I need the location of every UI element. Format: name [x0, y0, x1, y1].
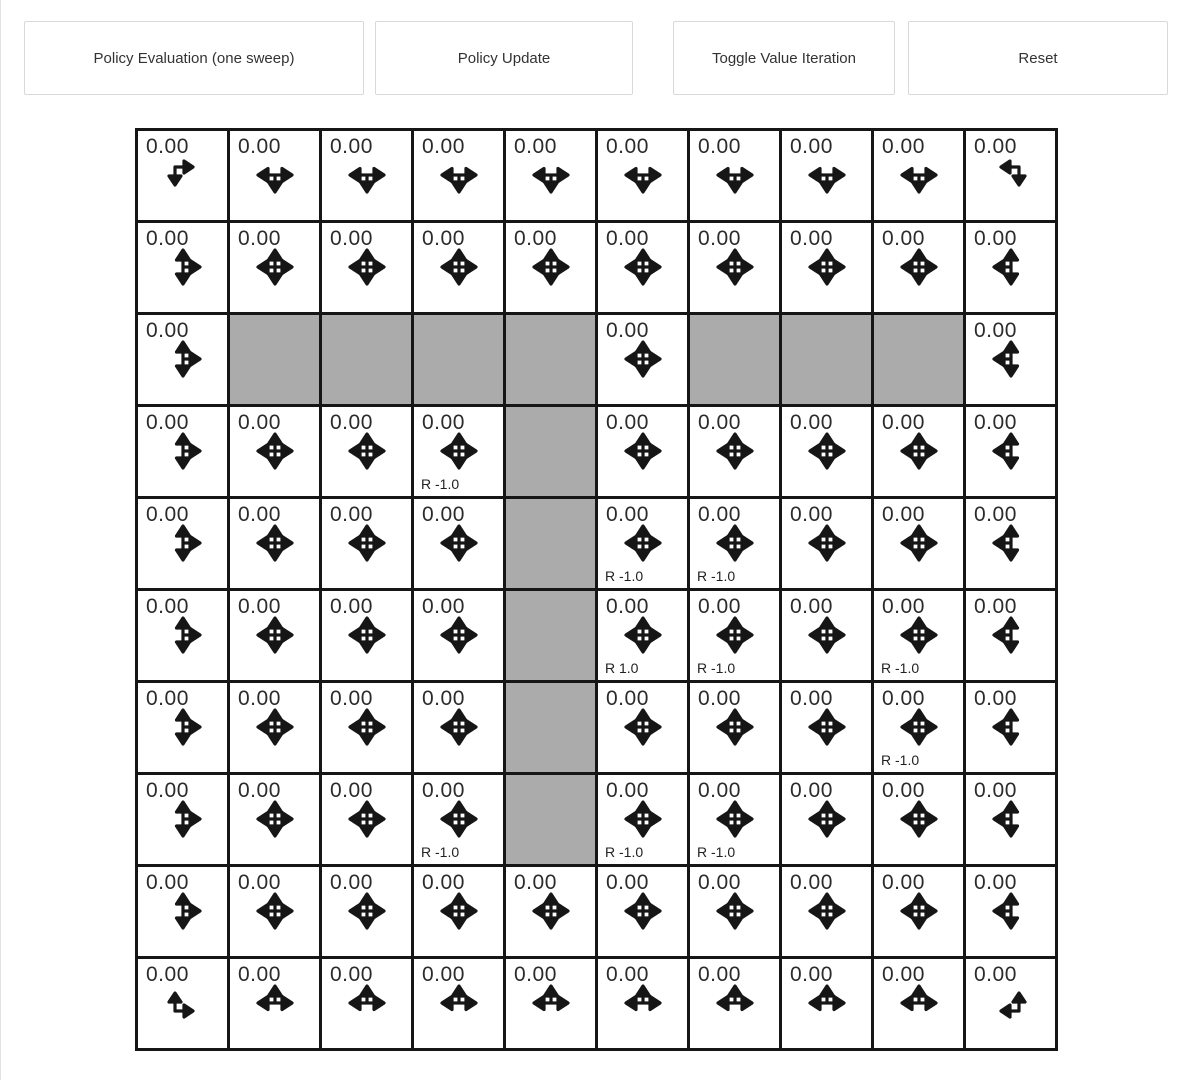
grid-cell	[230, 131, 319, 220]
policy-arrows-icon	[874, 800, 963, 838]
cell-value: 0.00	[974, 227, 1017, 250]
wall-cell	[690, 315, 779, 404]
grid-cell	[874, 407, 963, 496]
cell-value: 0.00	[238, 779, 281, 802]
grid-cell	[782, 683, 871, 772]
policy-arrows-icon	[230, 156, 319, 194]
wall-cell	[506, 683, 595, 772]
cell-value: 0.00	[882, 135, 925, 158]
policy-arrows-icon	[414, 892, 503, 930]
cell-value: 0.00	[238, 871, 281, 894]
policy-arrows-icon	[230, 892, 319, 930]
grid-cell	[138, 959, 227, 1048]
grid-cell	[138, 867, 227, 956]
policy-arrows-icon	[322, 432, 411, 470]
cell-value: 0.00	[698, 411, 741, 434]
cell-value: 0.00	[238, 135, 281, 158]
policy-arrows-icon	[230, 708, 319, 746]
cell-value: 0.00	[146, 595, 189, 618]
cell-reward-label: R -1.0	[421, 476, 460, 492]
grid-cell	[782, 591, 871, 680]
grid-cell	[690, 683, 779, 772]
grid-cell	[874, 591, 963, 680]
policy-update-button[interactable]: Policy Update	[375, 21, 633, 95]
grid-cell	[874, 131, 963, 220]
policy-arrows-icon	[782, 432, 871, 470]
policy-arrows-icon	[322, 616, 411, 654]
cell-value: 0.00	[330, 227, 373, 250]
cell-value: 0.00	[514, 963, 557, 986]
grid-cell	[230, 959, 319, 1048]
grid-cell	[138, 499, 227, 588]
policy-arrows-icon	[230, 616, 319, 654]
cell-value: 0.00	[698, 779, 741, 802]
wall-cell	[506, 315, 595, 404]
grid-cell	[230, 775, 319, 864]
cell-value: 0.00	[882, 687, 925, 710]
toggle-value-iteration-button[interactable]: Toggle Value Iteration	[673, 21, 895, 95]
grid-cell	[598, 407, 687, 496]
policy-arrows-icon	[690, 524, 779, 562]
policy-arrows-icon	[138, 432, 227, 470]
grid-cell	[598, 499, 687, 588]
policy-arrows-icon	[138, 524, 227, 562]
cell-value: 0.00	[422, 411, 465, 434]
cell-value: 0.00	[606, 503, 649, 526]
cell-value: 0.00	[698, 135, 741, 158]
policy-arrows-icon	[690, 984, 779, 1022]
cell-value: 0.00	[146, 779, 189, 802]
cell-value: 0.00	[790, 135, 833, 158]
policy-arrows-icon	[966, 524, 1055, 562]
policy-arrows-icon	[782, 800, 871, 838]
policy-arrows-icon	[690, 432, 779, 470]
cell-value: 0.00	[422, 963, 465, 986]
grid-cell	[782, 499, 871, 588]
cell-reward-label: R -1.0	[605, 844, 644, 860]
grid-cell	[598, 959, 687, 1048]
grid-cell	[966, 683, 1055, 772]
grid-cell	[506, 223, 595, 312]
grid-cell	[230, 223, 319, 312]
cell-value: 0.00	[238, 595, 281, 618]
policy-arrows-icon	[138, 156, 227, 194]
cell-value: 0.00	[146, 135, 189, 158]
cell-value: 0.00	[974, 503, 1017, 526]
wall-cell	[414, 315, 503, 404]
grid-cell	[690, 499, 779, 588]
cell-value: 0.00	[698, 963, 741, 986]
cell-value: 0.00	[514, 135, 557, 158]
policy-arrows-icon	[598, 616, 687, 654]
cell-value: 0.00	[330, 411, 373, 434]
policy-arrows-icon	[506, 156, 595, 194]
policy-arrows-icon	[230, 432, 319, 470]
policy-arrows-icon	[598, 340, 687, 378]
grid-cell	[414, 407, 503, 496]
grid-cell	[322, 223, 411, 312]
grid-cell	[138, 131, 227, 220]
cell-value: 0.00	[974, 871, 1017, 894]
policy-arrows-icon	[690, 800, 779, 838]
policy-arrows-icon	[690, 156, 779, 194]
grid-cell	[966, 223, 1055, 312]
cell-value: 0.00	[514, 871, 557, 894]
grid-cell	[230, 591, 319, 680]
policy-arrows-icon	[598, 524, 687, 562]
policy-arrows-icon	[966, 248, 1055, 286]
grid-cell	[230, 683, 319, 772]
cell-value: 0.00	[974, 411, 1017, 434]
cell-value: 0.00	[238, 963, 281, 986]
policy-arrows-icon	[506, 984, 595, 1022]
cell-value: 0.00	[238, 411, 281, 434]
policy-arrows-icon	[874, 708, 963, 746]
cell-value: 0.00	[974, 963, 1017, 986]
cell-value: 0.00	[882, 595, 925, 618]
policy-arrows-icon	[782, 892, 871, 930]
cell-reward-label: R -1.0	[881, 660, 920, 676]
policy-arrows-icon	[322, 708, 411, 746]
cell-value: 0.00	[330, 779, 373, 802]
cell-value: 0.00	[422, 135, 465, 158]
grid-cell	[414, 499, 503, 588]
cell-value: 0.00	[790, 595, 833, 618]
cell-value: 0.00	[146, 227, 189, 250]
cell-reward-label: R -1.0	[697, 568, 736, 584]
policy-arrows-icon	[782, 524, 871, 562]
policy-arrows-icon	[598, 892, 687, 930]
policy-arrows-icon	[414, 800, 503, 838]
cell-value: 0.00	[146, 963, 189, 986]
cell-value: 0.00	[606, 227, 649, 250]
cell-value: 0.00	[146, 411, 189, 434]
grid-cell	[874, 775, 963, 864]
grid-cell	[690, 959, 779, 1048]
grid-cell	[414, 867, 503, 956]
policy-arrows-icon	[598, 248, 687, 286]
policy-arrows-icon	[414, 616, 503, 654]
cell-value: 0.00	[974, 595, 1017, 618]
cell-value: 0.00	[698, 871, 741, 894]
grid-cell	[322, 959, 411, 1048]
policy-arrows-icon	[874, 524, 963, 562]
cell-value: 0.00	[882, 871, 925, 894]
policy-arrows-icon	[690, 248, 779, 286]
policy-arrows-icon	[782, 984, 871, 1022]
cell-value: 0.00	[330, 595, 373, 618]
grid-cell	[598, 775, 687, 864]
grid-cell	[506, 959, 595, 1048]
policy-arrows-icon	[414, 432, 503, 470]
cell-value: 0.00	[790, 687, 833, 710]
policy-arrows-icon	[230, 984, 319, 1022]
cell-value: 0.00	[330, 503, 373, 526]
toolbar	[1, 0, 1202, 95]
cell-value: 0.00	[974, 135, 1017, 158]
policy-arrows-icon	[598, 156, 687, 194]
grid-cell	[322, 591, 411, 680]
grid-cell	[690, 867, 779, 956]
policy-arrows-icon	[230, 524, 319, 562]
cell-value: 0.00	[146, 503, 189, 526]
grid-cell	[782, 867, 871, 956]
grid-cell	[506, 867, 595, 956]
cell-value: 0.00	[882, 227, 925, 250]
cell-value: 0.00	[422, 871, 465, 894]
wall-cell	[506, 499, 595, 588]
policy-arrows-icon	[322, 984, 411, 1022]
wall-cell	[322, 315, 411, 404]
policy-arrows-icon	[782, 156, 871, 194]
grid-cell	[598, 683, 687, 772]
policy-arrows-icon	[598, 432, 687, 470]
grid-cell	[782, 775, 871, 864]
policy-arrows-icon	[966, 984, 1055, 1022]
cell-value: 0.00	[974, 319, 1017, 342]
gridworld-grid	[135, 128, 1058, 1051]
wall-cell	[506, 591, 595, 680]
policy-arrows-icon	[874, 248, 963, 286]
cell-value: 0.00	[422, 779, 465, 802]
policy-arrows-icon	[966, 892, 1055, 930]
cell-value: 0.00	[330, 963, 373, 986]
policy-arrows-icon	[414, 984, 503, 1022]
cell-value: 0.00	[422, 687, 465, 710]
policy-arrows-icon	[782, 248, 871, 286]
policy-arrows-icon	[322, 524, 411, 562]
cell-value: 0.00	[882, 779, 925, 802]
grid-cell	[966, 959, 1055, 1048]
grid-cell	[230, 499, 319, 588]
grid-cell	[414, 131, 503, 220]
cell-value: 0.00	[882, 963, 925, 986]
policy-arrows-icon	[322, 800, 411, 838]
policy-arrows-icon	[966, 432, 1055, 470]
policy-arrows-icon	[598, 800, 687, 838]
cell-reward-label: R -1.0	[697, 660, 736, 676]
cell-value: 0.00	[238, 503, 281, 526]
grid-cell	[598, 591, 687, 680]
grid-cell	[966, 775, 1055, 864]
policy-arrows-icon	[138, 800, 227, 838]
grid-cell	[414, 223, 503, 312]
policy-arrows-icon	[966, 708, 1055, 746]
cell-value: 0.00	[146, 871, 189, 894]
grid-cell	[782, 131, 871, 220]
cell-value: 0.00	[422, 227, 465, 250]
policy-arrows-icon	[966, 156, 1055, 194]
cell-value: 0.00	[790, 227, 833, 250]
policy-arrows-icon	[598, 984, 687, 1022]
grid-cell	[874, 499, 963, 588]
grid-cell	[598, 315, 687, 404]
policy-arrows-icon	[138, 340, 227, 378]
policy-arrows-icon	[138, 616, 227, 654]
cell-value: 0.00	[790, 779, 833, 802]
policy-arrows-icon	[874, 156, 963, 194]
cell-value: 0.00	[698, 227, 741, 250]
policy-arrows-icon	[322, 248, 411, 286]
cell-value: 0.00	[606, 595, 649, 618]
cell-reward-label: R -1.0	[697, 844, 736, 860]
cell-value: 0.00	[606, 871, 649, 894]
grid-cell	[414, 775, 503, 864]
policy-arrows-icon	[230, 248, 319, 286]
grid-cell	[874, 683, 963, 772]
grid-cell	[782, 407, 871, 496]
cell-value: 0.00	[698, 687, 741, 710]
grid-cell	[690, 775, 779, 864]
cell-value: 0.00	[606, 963, 649, 986]
policy-arrows-icon	[322, 156, 411, 194]
grid-cell	[598, 223, 687, 312]
policy-arrows-icon	[874, 984, 963, 1022]
policy-arrows-icon	[230, 800, 319, 838]
wall-cell	[874, 315, 963, 404]
policy-arrows-icon	[414, 708, 503, 746]
grid-cell	[966, 315, 1055, 404]
cell-value: 0.00	[698, 595, 741, 618]
cell-value: 0.00	[790, 871, 833, 894]
grid-cell	[138, 223, 227, 312]
policy-arrows-icon	[414, 248, 503, 286]
policy-arrows-icon	[138, 892, 227, 930]
grid-cell	[322, 775, 411, 864]
policy-arrows-icon	[874, 616, 963, 654]
policy-arrows-icon	[690, 892, 779, 930]
grid-cell	[138, 591, 227, 680]
cell-reward-label: R -1.0	[881, 752, 920, 768]
policy-arrows-icon	[138, 984, 227, 1022]
cell-value: 0.00	[606, 135, 649, 158]
cell-value: 0.00	[330, 135, 373, 158]
cell-value: 0.00	[146, 687, 189, 710]
policy-arrows-icon	[874, 432, 963, 470]
policy-arrows-icon	[874, 892, 963, 930]
cell-value: 0.00	[790, 963, 833, 986]
cell-value: 0.00	[238, 227, 281, 250]
policy-arrows-icon	[782, 616, 871, 654]
grid-cell	[782, 223, 871, 312]
cell-value: 0.00	[146, 319, 189, 342]
wall-cell	[506, 775, 595, 864]
policy-arrows-icon	[966, 616, 1055, 654]
grid-cell	[506, 131, 595, 220]
grid-cell	[874, 959, 963, 1048]
cell-reward-label: R -1.0	[605, 568, 644, 584]
grid-cell	[874, 223, 963, 312]
grid-cell	[966, 867, 1055, 956]
grid-cell	[322, 131, 411, 220]
cell-value: 0.00	[606, 319, 649, 342]
policy-arrows-icon	[966, 800, 1055, 838]
cell-value: 0.00	[330, 687, 373, 710]
grid-cell	[966, 407, 1055, 496]
cell-value: 0.00	[238, 687, 281, 710]
grid-cell	[138, 407, 227, 496]
grid-cell	[966, 591, 1055, 680]
grid-cell	[138, 775, 227, 864]
grid-cell	[414, 591, 503, 680]
grid-cell	[138, 683, 227, 772]
cell-value: 0.00	[790, 503, 833, 526]
grid-cell	[230, 407, 319, 496]
grid-cell	[322, 683, 411, 772]
policy-arrows-icon	[598, 708, 687, 746]
grid-cell	[782, 959, 871, 1048]
cell-value: 0.00	[514, 227, 557, 250]
grid-cell	[138, 315, 227, 404]
cell-value: 0.00	[606, 687, 649, 710]
policy-arrows-icon	[690, 616, 779, 654]
policy-arrows-icon	[322, 892, 411, 930]
cell-value: 0.00	[606, 779, 649, 802]
policy-arrows-icon	[414, 156, 503, 194]
grid-cell	[690, 223, 779, 312]
grid-cell	[598, 867, 687, 956]
wall-cell	[782, 315, 871, 404]
cell-value: 0.00	[422, 503, 465, 526]
policy-arrows-icon	[138, 248, 227, 286]
cell-value: 0.00	[330, 871, 373, 894]
grid-cell	[966, 499, 1055, 588]
policy-arrows-icon	[414, 524, 503, 562]
cell-value: 0.00	[790, 411, 833, 434]
policy-arrows-icon	[782, 708, 871, 746]
grid-cell	[322, 407, 411, 496]
policy-arrows-icon	[966, 340, 1055, 378]
reset-button[interactable]: Reset	[908, 21, 1168, 95]
policy-arrows-icon	[138, 708, 227, 746]
cell-value: 0.00	[974, 779, 1017, 802]
cell-reward-label: R -1.0	[421, 844, 460, 860]
grid-cell	[690, 131, 779, 220]
grid-cell	[690, 591, 779, 680]
grid-cell	[322, 499, 411, 588]
grid-cell	[230, 867, 319, 956]
wall-cell	[506, 407, 595, 496]
cell-value: 0.00	[422, 595, 465, 618]
cell-value: 0.00	[882, 411, 925, 434]
cell-value: 0.00	[606, 411, 649, 434]
grid-cell	[874, 867, 963, 956]
cell-value: 0.00	[974, 687, 1017, 710]
policy-arrows-icon	[506, 248, 595, 286]
grid-cell	[414, 959, 503, 1048]
policy-arrows-icon	[506, 892, 595, 930]
policy-arrows-icon	[690, 708, 779, 746]
policy-evaluation-button[interactable]: Policy Evaluation (one sweep)	[24, 21, 364, 95]
grid-cell	[414, 683, 503, 772]
grid-cell	[966, 131, 1055, 220]
grid-cell	[598, 131, 687, 220]
cell-reward-label: R 1.0	[605, 660, 639, 676]
cell-value: 0.00	[882, 503, 925, 526]
grid-cell	[322, 867, 411, 956]
cell-value: 0.00	[698, 503, 741, 526]
wall-cell	[230, 315, 319, 404]
grid-cell	[690, 407, 779, 496]
